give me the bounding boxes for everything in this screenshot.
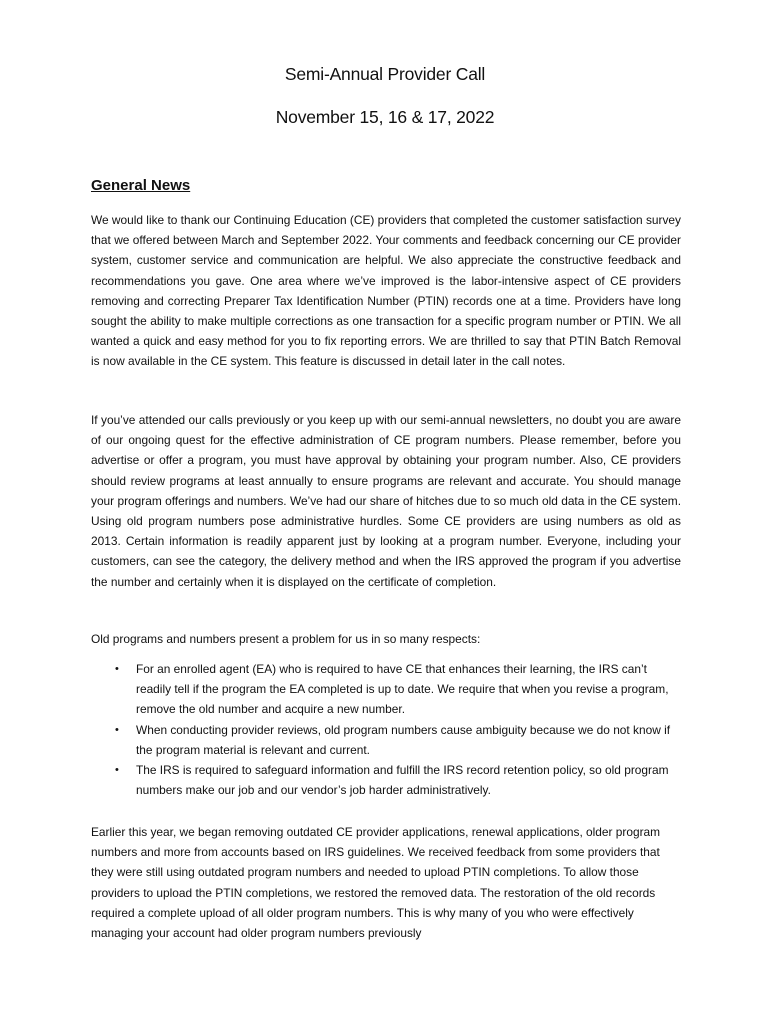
list-item (91, 720, 681, 760)
bullet-text: When conducting provider reviews, old program numbers cause ambiguity because we do not know if the program material is relevant and current. (136, 722, 671, 757)
paragraph-survey-feedback: We would like to thank our Continuing Education (CE) providers that completed the customer satisfaction survey that we offered between March and September 2022. Your comments and feedback concerning our CE provider system, customer service and communication are helpful. We also appreciate the constructive feedback and recommendations you gave. One area where we’ve improved is the labor-intensive aspect of CE providers removing and correcting Preparer Tax Identification Number (PTIN) records one at a time. Providers have long sought the ability to make multiple corrections as one transaction for a specific program number or PTIN. We all wanted a quick and easy method for you to fix reporting errors. We are thrilled to say that PTIN Batch Removal is now available in the CE system. This feature is discussed in detail later in the call notes. (91, 213, 681, 369)
list-item (91, 659, 681, 720)
section-heading: General News (91, 177, 191, 194)
old-programs-bullet-list (91, 659, 681, 800)
paragraph-program-numbers: If you’ve attended our calls previously or you keep up with our semi-annual newsletters, no doubt you are aware of our ongoing quest for the effective administration of CE program numbers. Please remember, before you advertise or offer a program, you must have approval by obtaining your program number. Also, CE providers should review programs at least annually to ensure programs are relevant and accurate. You should manage your program offerings and numbers. We’ve had our share of hitches due to so much old data in the CE system. Using old program numbers pose administrative hurdles. Some CE providers are using numbers as old as 2013. Certain information is readily apparent just by looking at a program number. Everyone, including your customers, can see the category, the delivery method and when the IRS approved the program if you advertise the number and certainly when it is displayed on the certificate of completion. (91, 413, 681, 589)
bullet-icon: • (115, 663, 119, 675)
document-dates: November 15, 16 & 17, 2022 (275, 107, 495, 127)
paragraph-old-programs-intro: Old programs and numbers present a problem for us in so many respects: (91, 632, 481, 646)
paragraph-removal-restoration: Earlier this year, we began removing outdated CE provider applications, renewal applications, older program numbers and more from accounts based on IRS guidelines. We received feedback from some providers that they were still using outdated program numbers and needed to upload PTIN completions. To allow those providers to upload the PTIN completions, we restored the removed data. The restoration of the old records required a complete upload of all older program numbers. This is why many of you who were effectively managing your account had older program numbers previously (91, 825, 661, 941)
list-item (91, 760, 681, 800)
document-title: Semi-Annual Provider Call (284, 64, 486, 84)
bullet-text: The IRS is required to safeguard information and fulfill the IRS record retention policy, so old program numbers make our job and our vendor’s job harder administratively. (136, 763, 669, 798)
bullet-text: For an enrolled agent (EA) who is required to have CE that enhances their learning, the IRS can’t readily tell if the program the EA completed is up to date. We require that when you revise a program, remove the old number and acquire a new number. (136, 662, 669, 717)
bullet-icon: • (115, 764, 119, 777)
bullet-icon: • (115, 723, 119, 736)
